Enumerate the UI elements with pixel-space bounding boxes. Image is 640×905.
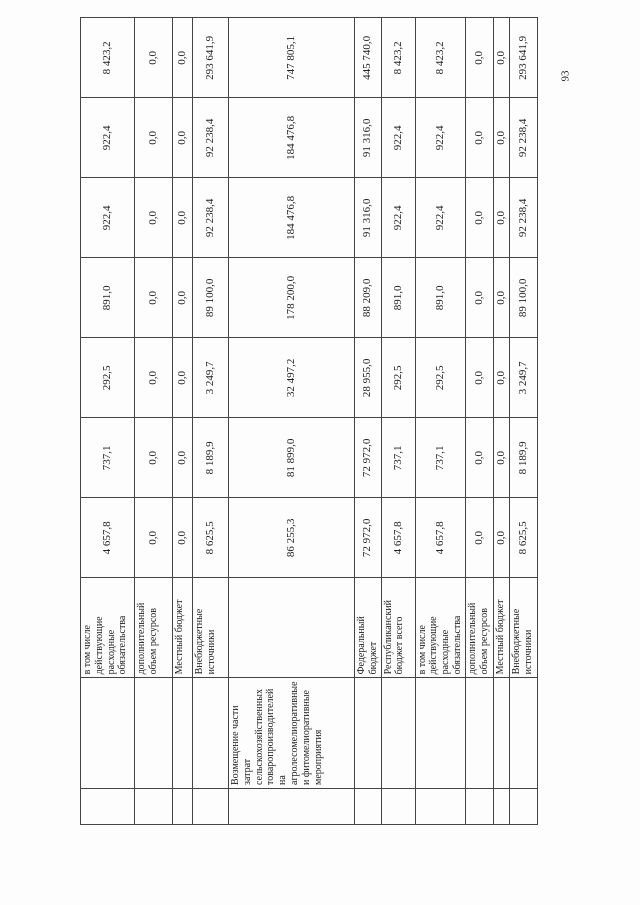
value-cell: 0,0 (135, 18, 173, 98)
row-empty-cell (381, 789, 415, 825)
value-cell: 0,0 (135, 258, 173, 338)
funding-source-cell: Федеральный бюджет (355, 578, 382, 678)
row-empty-cell (493, 789, 509, 825)
row-empty-cell (193, 789, 229, 825)
value-cell: 891,0 (81, 258, 135, 338)
value-cell: 0,0 (135, 418, 173, 498)
value-cell: 88 209,0 (355, 258, 382, 338)
value-cell: 92 238,4 (193, 178, 229, 258)
value-cell: 0,0 (173, 338, 193, 418)
funding-source-cell (229, 578, 355, 678)
value-cell: 72 972,0 (355, 498, 382, 578)
value-cell: 293 641,9 (193, 18, 229, 98)
row-empty-cell (229, 789, 355, 825)
table-row (493, 18, 509, 825)
value-cell: 0,0 (465, 338, 493, 418)
row-empty-cell (465, 789, 493, 825)
value-cell: 0,0 (465, 178, 493, 258)
value-cell: 91 316,0 (355, 98, 382, 178)
funding-source-cell: дополнительный объем ресурсов (135, 578, 173, 678)
event-cell (173, 678, 193, 789)
value-cell: 292,5 (415, 338, 465, 418)
row-empty-cell (509, 789, 537, 825)
value-cell: 737,1 (415, 418, 465, 498)
funding-source-cell: в том числе действующие расходные обязательства (81, 578, 135, 678)
value-cell: 8 625,5 (509, 498, 537, 578)
budget-table (80, 17, 538, 825)
value-cell: 0,0 (173, 418, 193, 498)
value-cell: 0,0 (135, 98, 173, 178)
value-cell: 922,4 (381, 178, 415, 258)
table-body (81, 18, 538, 825)
page-number: 93 (559, 70, 572, 82)
value-cell: 91 316,0 (355, 178, 382, 258)
value-cell: 8 423,2 (381, 18, 415, 98)
table-row (173, 18, 193, 825)
value-cell: 0,0 (493, 18, 509, 98)
event-cell (381, 678, 415, 789)
table-row (465, 18, 493, 825)
value-cell: 178 200,0 (229, 258, 355, 338)
event-cell (193, 678, 229, 789)
value-cell: 72 972,0 (355, 418, 382, 498)
value-cell: 0,0 (493, 98, 509, 178)
event-cell (415, 678, 465, 789)
value-cell: 891,0 (381, 258, 415, 338)
value-cell: 0,0 (465, 258, 493, 338)
value-cell: 86 255,3 (229, 498, 355, 578)
table-row (193, 18, 229, 825)
funding-source-cell: Местный бюджет (493, 578, 509, 678)
row-empty-cell (135, 789, 173, 825)
funding-source-cell: в том числе действующие расходные обязательства (415, 578, 465, 678)
funding-source-cell: Внебюджетные источники (509, 578, 537, 678)
value-cell: 922,4 (81, 178, 135, 258)
table-row (415, 18, 465, 825)
value-cell: 0,0 (465, 18, 493, 98)
value-cell: 8 423,2 (81, 18, 135, 98)
value-cell: 0,0 (173, 98, 193, 178)
funding-source-cell: Внебюджетные источники (193, 578, 229, 678)
value-cell: 92 238,4 (509, 98, 537, 178)
value-cell: 0,0 (493, 498, 509, 578)
value-cell: 3 249,7 (193, 338, 229, 418)
value-cell: 0,0 (135, 338, 173, 418)
table-row (355, 18, 382, 825)
value-cell: 747 805,1 (229, 18, 355, 98)
value-cell: 293 641,9 (509, 18, 537, 98)
value-cell: 922,4 (381, 98, 415, 178)
value-cell: 891,0 (415, 258, 465, 338)
value-cell: 445 740,0 (355, 18, 382, 98)
value-cell: 0,0 (465, 498, 493, 578)
value-cell: 184 476,8 (229, 178, 355, 258)
event-cell: Возмещение части затрат сельскохозяйственных товаропроизводителей на агролесомелиоративные и фитомелиоративные мероприятия (229, 678, 355, 789)
value-cell: 32 497,2 (229, 338, 355, 418)
value-cell: 8 423,2 (415, 18, 465, 98)
value-cell: 81 899,0 (229, 418, 355, 498)
value-cell: 8 189,9 (509, 418, 537, 498)
value-cell: 0,0 (173, 258, 193, 338)
event-cell (81, 678, 135, 789)
value-cell: 8 189,9 (193, 418, 229, 498)
value-cell: 3 249,7 (509, 338, 537, 418)
table-row (81, 18, 135, 825)
value-cell: 0,0 (135, 178, 173, 258)
value-cell: 737,1 (81, 418, 135, 498)
table-row (229, 18, 355, 825)
value-cell: 92 238,4 (509, 178, 537, 258)
value-cell: 4 657,8 (415, 498, 465, 578)
value-cell: 0,0 (493, 178, 509, 258)
table-row (135, 18, 173, 825)
event-cell (355, 678, 382, 789)
value-cell: 0,0 (465, 418, 493, 498)
value-cell: 737,1 (381, 418, 415, 498)
value-cell: 292,5 (81, 338, 135, 418)
value-cell: 922,4 (415, 98, 465, 178)
value-cell: 8 625,5 (193, 498, 229, 578)
funding-source-cell: Местный бюджет (173, 578, 193, 678)
table-row (381, 18, 415, 825)
value-cell: 89 100,0 (193, 258, 229, 338)
value-cell: 0,0 (493, 258, 509, 338)
row-empty-cell (355, 789, 382, 825)
row-empty-cell (81, 789, 135, 825)
value-cell: 0,0 (493, 418, 509, 498)
value-cell: 0,0 (173, 18, 193, 98)
value-cell: 0,0 (465, 98, 493, 178)
value-cell: 0,0 (135, 498, 173, 578)
table-row (509, 18, 537, 825)
funding-source-cell: Республиканский бюджет всего (381, 578, 415, 678)
value-cell: 89 100,0 (509, 258, 537, 338)
value-cell: 184 476,8 (229, 98, 355, 178)
value-cell: 922,4 (415, 178, 465, 258)
row-empty-cell (173, 789, 193, 825)
value-cell: 0,0 (173, 178, 193, 258)
event-cell (465, 678, 493, 789)
value-cell: 92 238,4 (193, 98, 229, 178)
event-cell (509, 678, 537, 789)
value-cell: 4 657,8 (381, 498, 415, 578)
value-cell: 28 955,0 (355, 338, 382, 418)
value-cell: 922,4 (81, 98, 135, 178)
value-cell: 4 657,8 (81, 498, 135, 578)
event-cell (135, 678, 173, 789)
funding-source-cell: дополнительный объем ресурсов (465, 578, 493, 678)
value-cell: 0,0 (173, 498, 193, 578)
value-cell: 292,5 (381, 338, 415, 418)
row-empty-cell (415, 789, 465, 825)
value-cell: 0,0 (493, 338, 509, 418)
event-cell (493, 678, 509, 789)
